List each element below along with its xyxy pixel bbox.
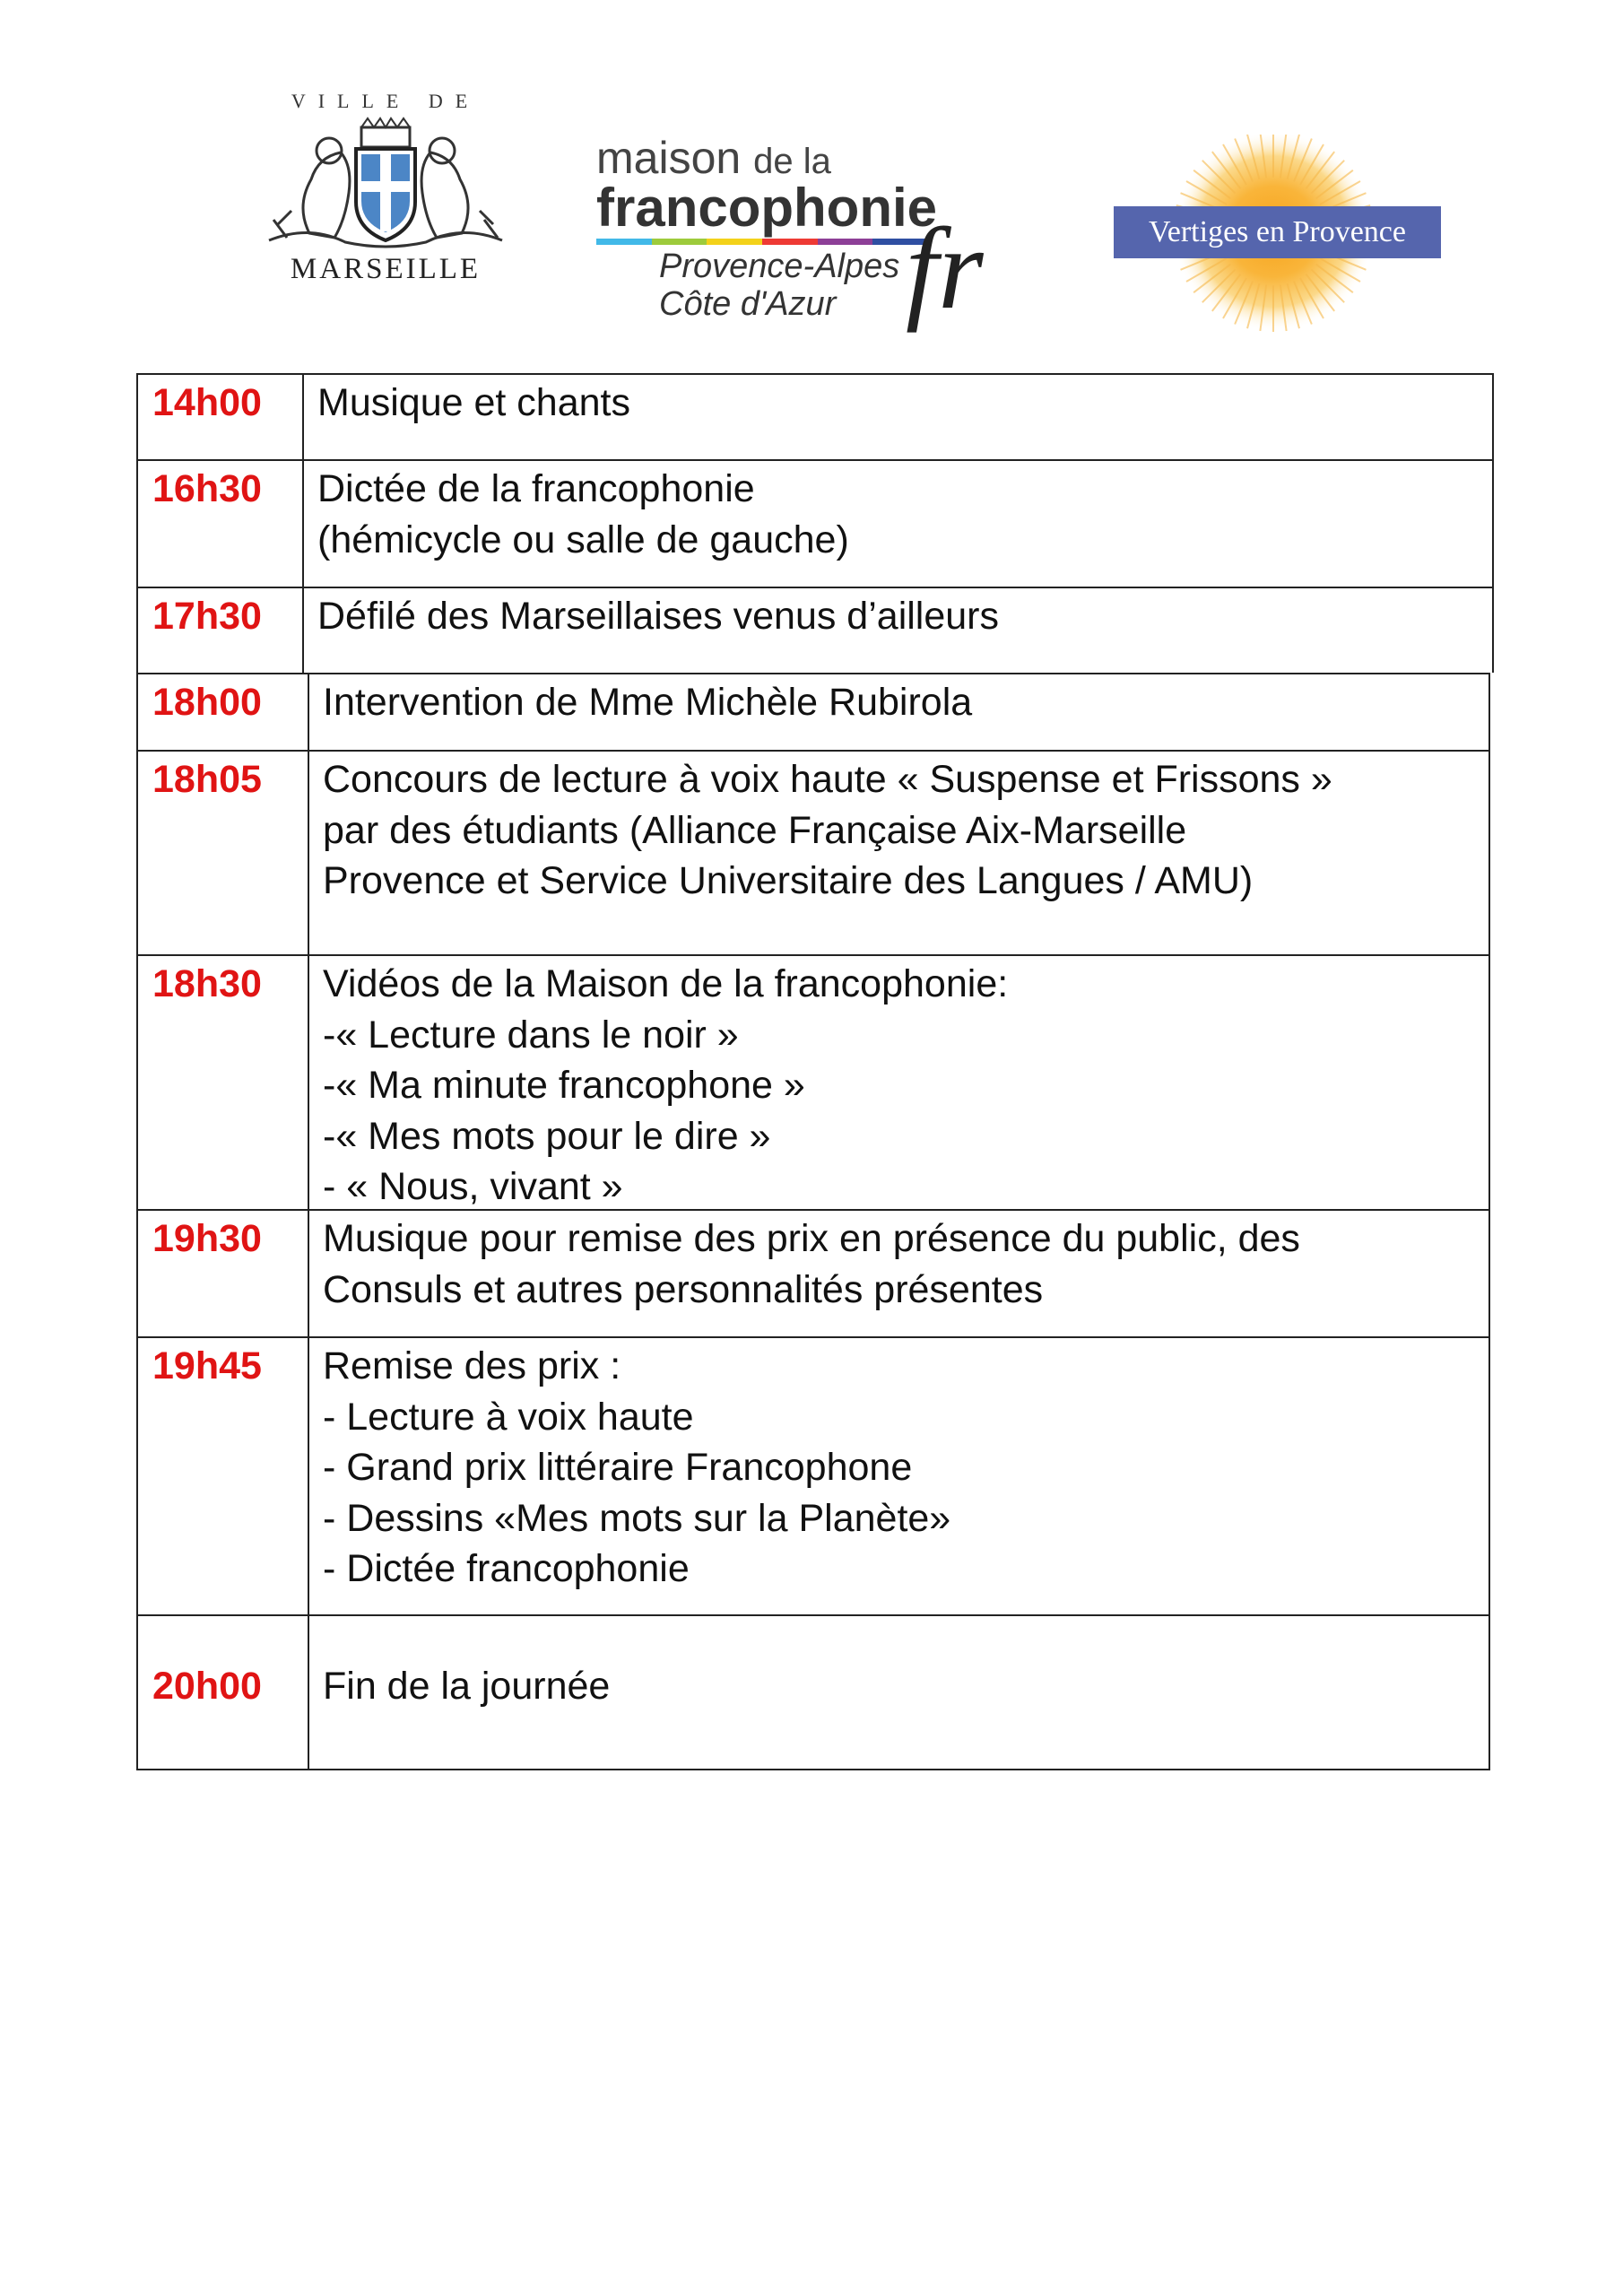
schedule-row	[136, 1336, 1490, 1614]
schedule-row	[136, 954, 1490, 1209]
table-bottom-border	[136, 1769, 1490, 1770]
column-divider	[308, 1209, 309, 1336]
schedule-time: 18h30	[152, 962, 262, 1005]
logo-ville-de-text: VILLE DE	[291, 90, 481, 112]
row-right-border	[1488, 1336, 1490, 1614]
column-divider	[308, 1614, 309, 1769]
row-right-border	[1492, 459, 1494, 587]
schedule-description	[308, 750, 1490, 907]
schedule-row	[136, 750, 1490, 954]
schedule-row	[136, 587, 1494, 673]
schedule-description-line: Musique et chants	[317, 381, 630, 424]
schedule-description-line: - Dessins «Mes mots sur la Planète»	[323, 1496, 951, 1540]
schedule-description-line: -« Lecture dans le noir »	[323, 1013, 739, 1057]
row-left-border	[136, 1614, 138, 1769]
column-divider	[308, 750, 309, 954]
schedule-row	[136, 459, 1494, 587]
schedule-description	[308, 673, 1490, 728]
column-divider	[308, 673, 309, 750]
row-top-border	[136, 587, 1494, 588]
schedule-description-line: - Lecture à voix haute	[323, 1395, 694, 1439]
row-right-border	[1488, 673, 1490, 750]
schedule-description	[302, 373, 1494, 429]
schedule-description	[302, 587, 1494, 642]
schedule-time: 19h30	[152, 1217, 262, 1260]
schedule-description-line: -« Ma minute francophone »	[323, 1064, 805, 1107]
schedule-time: 17h30	[152, 595, 262, 638]
logo-region-line1: Provence-Alpes	[659, 248, 900, 285]
schedule-description-line: Remise des prix :	[323, 1344, 621, 1387]
row-top-border	[136, 1209, 1490, 1211]
row-right-border	[1488, 750, 1490, 954]
column-divider	[308, 1336, 309, 1614]
schedule-description-line: Musique pour remise des prix en présence du public, des	[323, 1217, 1300, 1260]
row-right-border	[1488, 954, 1490, 1209]
row-left-border	[136, 373, 138, 459]
row-left-border	[136, 1209, 138, 1336]
row-left-border	[136, 673, 138, 750]
logo-francophonie-text: francophonie	[596, 178, 938, 238]
column-divider	[302, 587, 304, 673]
row-right-border	[1488, 1614, 1490, 1769]
schedule-time: 20h00	[152, 1665, 262, 1708]
row-top-border	[136, 373, 1494, 375]
schedule-row	[136, 373, 1494, 459]
schedule-description-line: Intervention de Mme Michèle Rubirola	[323, 681, 973, 724]
schedule-time: 19h45	[152, 1344, 262, 1387]
schedule-description-line: Consuls et autres personnalités présentes	[323, 1267, 1044, 1311]
schedule-description	[308, 1336, 1490, 1595]
row-right-border	[1492, 587, 1494, 673]
schedule-description-line: Dictée de la francophonie	[317, 467, 755, 510]
schedule-description-line: -« Mes mots pour le dire »	[323, 1114, 771, 1158]
row-top-border	[136, 673, 1490, 674]
row-top-border	[136, 1614, 1490, 1616]
row-left-border	[136, 954, 138, 1209]
logo-fr-mark: fr	[906, 204, 984, 334]
schedule-row	[136, 1209, 1490, 1336]
schedule-description	[308, 954, 1490, 1213]
schedule-description-line: - Dictée francophonie	[323, 1547, 690, 1590]
row-top-border	[136, 750, 1490, 752]
logo-de-la-text: de la	[753, 142, 831, 181]
logo-maison-text: maison	[596, 133, 742, 183]
schedule-description-line: par des étudiants (Alliance Française Aix-Marseille	[323, 808, 1187, 852]
row-top-border	[136, 1336, 1490, 1338]
schedule-description-line: Fin de la journée	[323, 1665, 611, 1708]
row-top-border	[136, 954, 1490, 956]
schedule-description-line: Concours de lecture à voix haute « Suspense et Frissons »	[323, 758, 1332, 801]
schedule-description	[308, 1209, 1490, 1315]
row-right-border	[1488, 1209, 1490, 1336]
schedule-row	[136, 1614, 1490, 1769]
schedule-description	[302, 459, 1494, 565]
schedule-description	[308, 1614, 1490, 1712]
row-left-border	[136, 1336, 138, 1614]
logo-region-line2: Côte d'Azur	[659, 285, 837, 323]
schedule-time: 16h30	[152, 467, 262, 510]
column-divider	[308, 954, 309, 1209]
row-left-border	[136, 587, 138, 673]
row-top-border	[136, 459, 1494, 461]
row-right-border	[1492, 373, 1494, 459]
schedule-description-line: - Grand prix littéraire Francophone	[323, 1446, 913, 1489]
column-divider	[302, 373, 304, 459]
schedule-time: 18h05	[152, 758, 262, 801]
column-divider	[302, 459, 304, 587]
schedule-row	[136, 673, 1490, 750]
logo-marseille-text: MARSEILLE	[290, 253, 482, 285]
schedule-description-line: Provence et Service Universitaire des Langues / AMU)	[323, 859, 1254, 902]
row-left-border	[136, 459, 138, 587]
schedule-time: 18h00	[152, 681, 262, 724]
schedule-description-line: - « Nous, vivant »	[323, 1165, 623, 1208]
vertiges-label: Vertiges en Provence	[1114, 206, 1441, 258]
schedule-time: 14h00	[152, 381, 262, 424]
row-left-border	[136, 750, 138, 954]
schedule-description-line: Vidéos de la Maison de la francophonie:	[323, 962, 1009, 1005]
schedule-description-line: Défilé des Marseillaises venus d’ailleurs	[317, 595, 999, 638]
schedule-description-line: (hémicycle ou salle de gauche)	[317, 517, 849, 561]
